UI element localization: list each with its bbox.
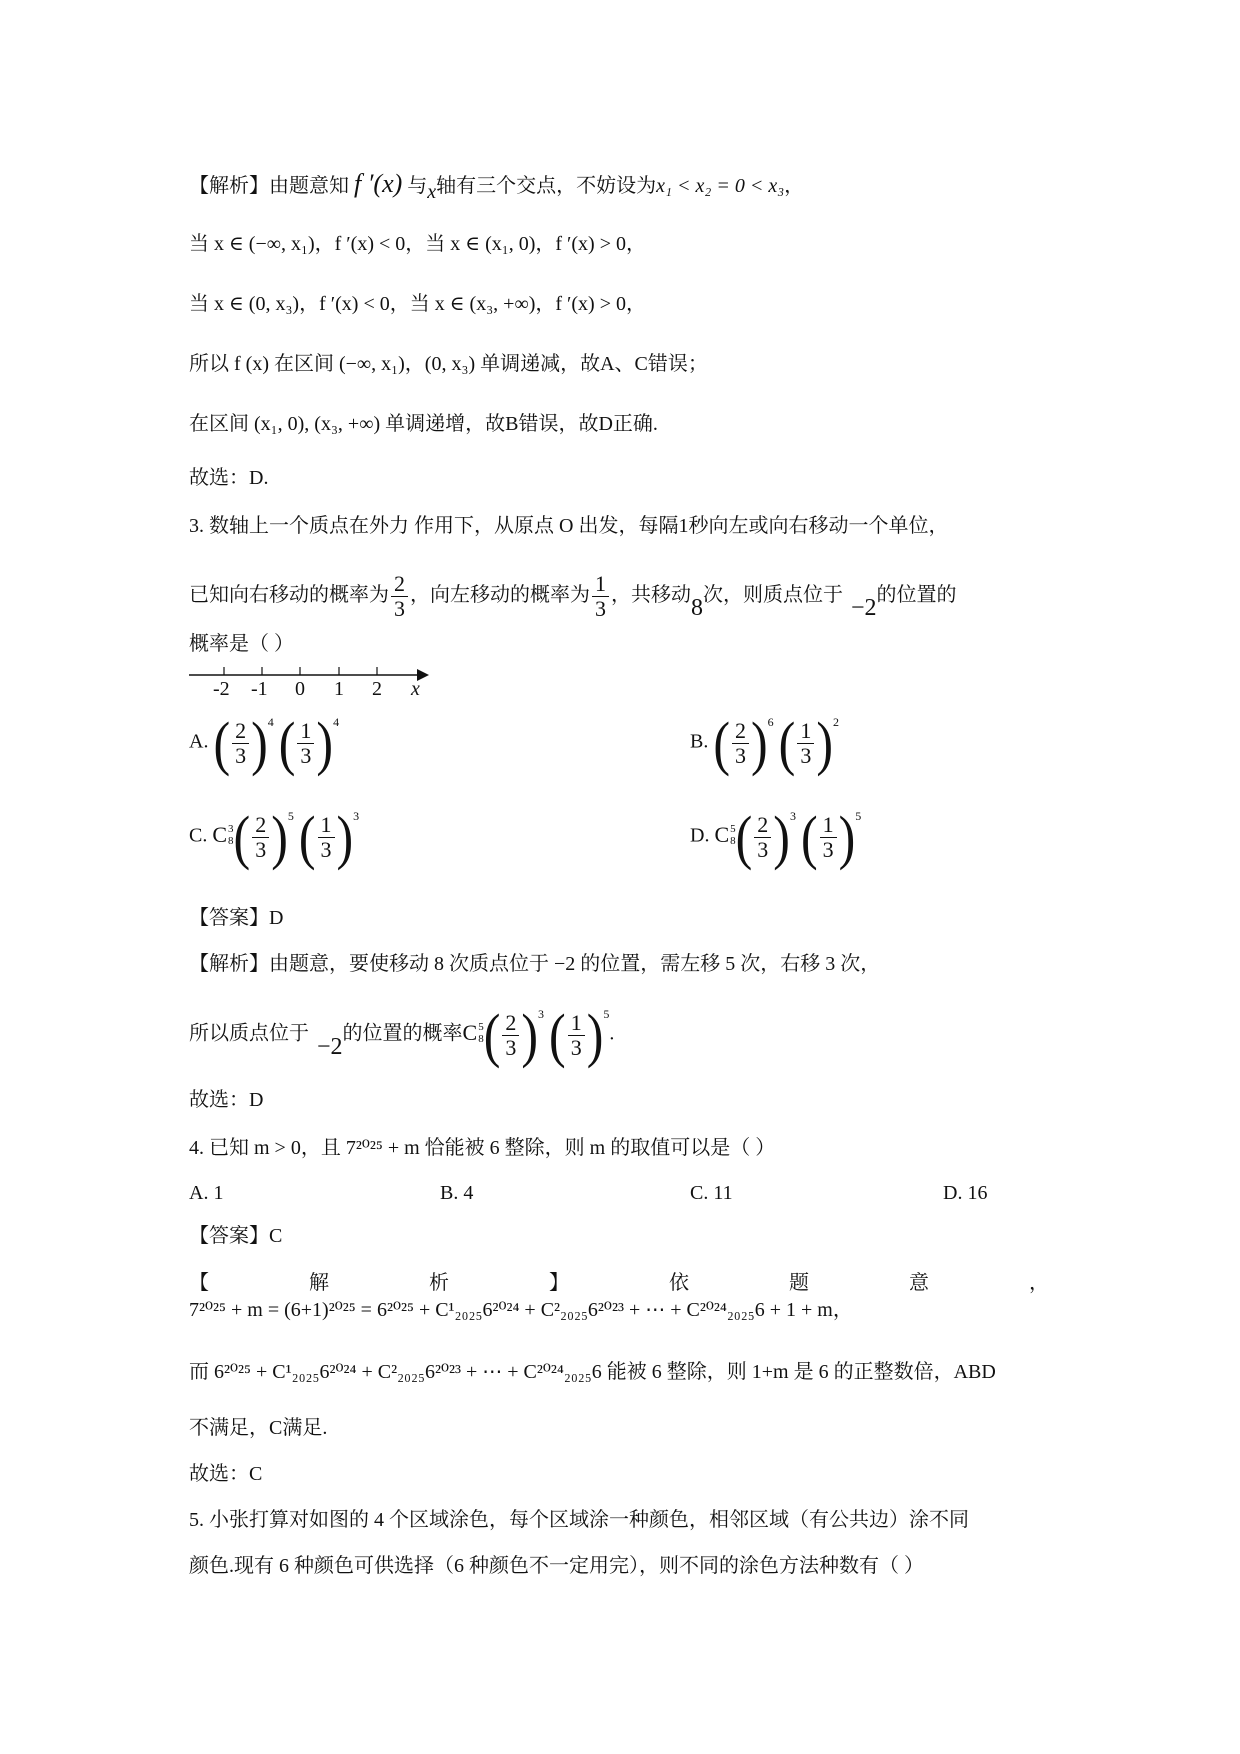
number-line-figure (189, 663, 429, 703)
exponent: 5 (603, 1006, 610, 1021)
q3-choice: 故选：D (189, 1089, 264, 1111)
q4-choice: 故选：C (189, 1463, 263, 1485)
q3-option-a[interactable]: A. ( $\frac{2}{3}$ )$^4$ ( $\frac{1}{3}$ )$^4$ (189, 709, 340, 777)
comb-sup: 5 (478, 1020, 484, 1033)
q4-solution-line-2: 而 6²⁰²⁵ + C¹₂₀₂₅6²⁰²⁴ + C²₂₀₂₅6²⁰²³ + ⋯ + C²⁰²⁴₂₀₂₅6 能被 6 整除，则 1+m 是 6 的正整数倍，ABD (189, 1361, 996, 1383)
text: 依 (669, 1272, 689, 1294)
q4-solution-line-1: 7²⁰²⁵ + m = (6+1)²⁰²⁵ = 6²⁰²⁵ + C¹₂₀₂₅6²⁰²⁴ + C²₂₀₂₅6²⁰²³ + ⋯ + C²⁰²⁴₂₀₂₅6 + 1 + m， (189, 1299, 853, 1321)
q4-solution-line-3: 不满足，C满足. (189, 1417, 328, 1439)
text: ，向左移动的概率为 (410, 584, 590, 607)
q4-option-c[interactable]: C. 11 (690, 1182, 733, 1204)
text: 轴有三个交点，不妨设为 (436, 175, 657, 197)
tick-label: -1 (251, 678, 268, 700)
exponent: 4 (333, 714, 340, 729)
q4-option-d[interactable]: D. 16 (943, 1182, 988, 1204)
q5-line-2: 颜色.现有 6 种颜色可供选择（6 种颜色不一定用完），则不同的涂色方法种数有（ ） (189, 1555, 924, 1577)
text: 所以质点位于 (189, 1022, 309, 1045)
math-fprime: f ′(x) (354, 169, 403, 198)
numerator: 2 (391, 572, 408, 597)
text: 次，则质点位于 (703, 584, 843, 607)
tick-label: 2 (372, 678, 382, 700)
q3-line-1: 3. 数轴上一个质点在外力 作用下，从原点 O 出发，每隔1秒向左或向右移动一个单位， (189, 515, 949, 537)
q3-option-c[interactable]: C. C 3 8 ( $\frac{2}{3}$ )$^5$ ( $\frac{1}{3}$ )$^3$ (189, 803, 360, 871)
text: ， (1029, 1272, 1049, 1294)
text: ，共移动 (611, 584, 691, 607)
combination: C 5 8 (714, 821, 736, 847)
fraction-p-left (592, 572, 609, 621)
text: 】 (549, 1272, 569, 1294)
text: ， (784, 175, 805, 197)
q2-solution-line-4: 所以 f (x) 在区间 (−∞, x₁)，(0, x₃) 单调递减，故A、C错误； (189, 353, 708, 375)
text: 【 (189, 1272, 209, 1294)
q4-option-a[interactable]: A. 1 (189, 1182, 224, 1204)
exponent: 2 (832, 714, 839, 729)
q2-solution-line-2: 当 x ∈ (−∞, x₁)，f ′(x) < 0，当 x ∈ (x₁, 0)，f ′(x) > 0， (189, 233, 647, 255)
math-position: −2 (851, 595, 877, 622)
denominator: 3 (595, 596, 606, 621)
comb-sup: 5 (730, 822, 736, 835)
comb-sup: 3 (228, 822, 234, 835)
text: 与 (407, 175, 428, 197)
q3-solution-line-1: 【解析】由题意，要使移动 8 次质点位于 −2 的位置，需左移 5 次，右移 3 次， (189, 953, 881, 975)
exponent: 5 (287, 808, 294, 823)
tick-label: 1 (334, 678, 344, 700)
denominator: 3 (394, 596, 405, 621)
comb-sub: 8 (228, 834, 234, 847)
text: . (609, 1022, 615, 1045)
exponent: 3 (538, 1006, 545, 1021)
exponent: 3 (789, 808, 796, 823)
math-position: −2 (317, 1033, 343, 1060)
q2-choice: 故选：D. (189, 467, 269, 489)
fraction-p-right (391, 572, 408, 621)
text: 由题意知 (269, 175, 349, 197)
q4-question: 4. 已知 m > 0，且 7²⁰²⁵ + m 恰能被 6 整除，则 m 的取值可以是（ ） (189, 1137, 776, 1159)
tick-label: 0 (295, 678, 305, 700)
q4-solution-header (189, 1266, 1049, 1295)
option-letter: A. (189, 730, 209, 753)
exponent: 4 (267, 714, 274, 729)
q3-answer: 【答案】D (189, 907, 284, 929)
text: 已知向右移动的概率为 (189, 584, 389, 607)
exponent: 5 (855, 808, 862, 823)
q3-option-b[interactable]: B. ( $\frac{2}{3}$ )$^6$ ( $\frac{1}{3}$ )$^2$ (690, 709, 839, 777)
text: 的位置的 (876, 584, 957, 607)
text: 意 (909, 1272, 929, 1294)
math-moves: 8 (691, 595, 703, 622)
q2-solution-line-5: 在区间 (x₁, 0), (x₃, +∞) 单调递增，故B错误，故D正确. (189, 413, 658, 435)
q4-option-b[interactable]: B. 4 (440, 1182, 474, 1204)
exponent: 3 (353, 808, 360, 823)
option-letter: D. (690, 824, 710, 847)
math-inequality: x₁ < x₂ = 0 < x₃ (656, 175, 785, 197)
text: 题 (789, 1272, 809, 1294)
q4-answer: 【答案】C (189, 1225, 283, 1247)
numerator: 1 (592, 572, 609, 597)
option-letter: C. (189, 824, 208, 847)
q3-solution-line-2: 所以质点位于 −2的位置的概率 C 5 8 ( $\frac{2}{3}$ )$^3$ ( $\frac{1}{3}$ )$^5$. (189, 1001, 615, 1069)
text: 析 (429, 1272, 449, 1294)
solution-label: 【解析】 (189, 175, 269, 197)
comb-sub: 8 (730, 834, 736, 847)
q3-option-d[interactable]: D. C 5 8 ( $\frac{2}{3}$ )$^3$ ( $\frac{1}{3}$ )$^5$ (690, 803, 862, 871)
comb-sub: 8 (478, 1032, 484, 1045)
tick-label: -2 (213, 678, 230, 700)
text: 解 (309, 1272, 329, 1294)
q2-solution-line-3: 当 x ∈ (0, x₃)，f ′(x) < 0，当 x ∈ (x₃, +∞)，f ′(x) > 0， (189, 293, 647, 315)
text: 的位置的概率 (342, 1022, 463, 1045)
combination: C 3 8 (212, 821, 234, 847)
exponent: 6 (767, 714, 774, 729)
axis-label: x (411, 678, 420, 700)
combination: C 5 8 (462, 1019, 484, 1045)
q3-line-2 (189, 572, 957, 621)
q2-solution-line-1 (189, 169, 805, 203)
option-letter: B. (690, 730, 709, 753)
q5-line-1: 5. 小张打算对如图的 4 个区域涂色，每个区域涂一种颜色，相邻区域（有公共边）涂不同 (189, 1509, 969, 1531)
q3-line-3: 概率是（ ） (189, 633, 294, 655)
math-var-x: x (427, 181, 437, 203)
